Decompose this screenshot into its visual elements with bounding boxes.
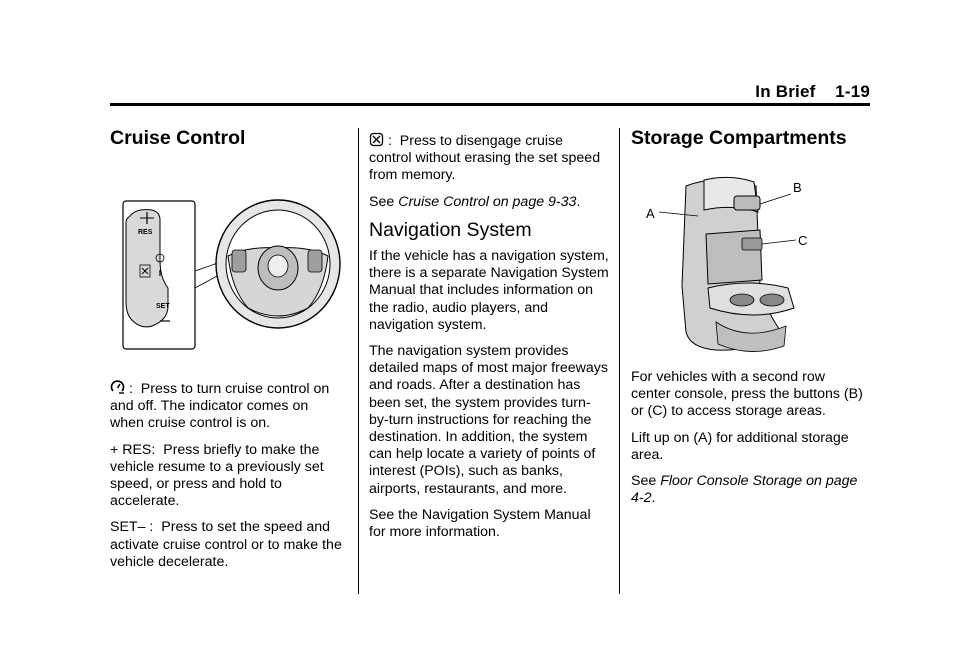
cruise-see-ref	[369, 194, 609, 211]
cruise-control-heading: Cruise Control	[110, 127, 246, 149]
cruise-control-link[interactable]: Cruise Control on page 9-33	[398, 193, 577, 210]
storage-see-prefix: See	[631, 473, 657, 490]
navigation-body	[369, 248, 609, 550]
column-divider-2	[619, 128, 620, 594]
page-header	[110, 78, 870, 104]
cancel-cruise-icon	[369, 132, 384, 147]
storage-heading: Storage Compartments	[631, 127, 847, 149]
cruise-on-off-item	[110, 380, 346, 433]
column-divider-1	[358, 128, 359, 594]
cruise-items	[110, 380, 346, 580]
console-figure	[646, 172, 818, 356]
storage-see-ref	[631, 473, 867, 507]
section-name: In Brief	[755, 82, 816, 101]
res-term: + RES:	[110, 441, 156, 458]
nav-paragraph-1: If the vehicle has a navigation system, there is a separate Navigation System Manual that includes information on the radio, audio players, and navigation system.	[369, 248, 609, 333]
nav-paragraph-3: See the Navigation System Manual for more information.	[369, 506, 591, 541]
storage-body	[631, 369, 867, 516]
res-desc: Press briefly to make the vehicle resume to a previously set speed, or press and hold to accelerate.	[110, 441, 324, 510]
nav-paragraph-2: The navigation system provides detailed maps of most major freeways and roads. After a destination has been set, the system provides turn-by-turn instructions for reaching the destination. In addition, the system can help locate a variety of points of interest (POIs), such as banks, airports, restaurants, and more.	[369, 343, 608, 497]
navigation-heading: Navigation System	[369, 219, 532, 241]
set-label: SET	[156, 303, 170, 310]
header-title	[755, 82, 870, 102]
set-term: SET– :	[110, 519, 154, 536]
storage-paragraph-1: For vehicles with a second row center console, press the buttons (B) or (C) to access storage areas.	[631, 369, 863, 420]
see-suffix: .	[576, 193, 581, 210]
cruise-control-figure	[120, 176, 344, 352]
cruise-on-off-desc: Press to turn cruise control on and off. The indicator comes on when cruise control is on.	[110, 381, 330, 432]
cancel-block	[369, 132, 609, 220]
cruise-on-off-term: :	[128, 381, 133, 397]
cruise-on-off-icon	[110, 380, 125, 395]
label-b: B	[793, 180, 802, 195]
cancel-term: :	[387, 133, 392, 149]
floor-console-link[interactable]: Floor Console Storage on page 4-2	[631, 473, 858, 507]
page-number: 1-19	[835, 82, 870, 101]
res-item	[110, 442, 346, 511]
res-label: RES	[138, 229, 153, 236]
cancel-item	[369, 132, 609, 185]
set-item	[110, 519, 346, 571]
label-a: A	[646, 206, 655, 221]
label-c: C	[798, 233, 808, 248]
set-desc: Press to set the speed and activate cruise control or to make the vehicle decelerate.	[110, 519, 342, 570]
see-prefix: See	[369, 193, 395, 210]
header-rule	[110, 103, 870, 106]
cancel-desc: Press to disengage cruise control without erasing the set speed from memory.	[369, 133, 601, 184]
storage-see-suffix: .	[651, 490, 656, 507]
storage-paragraph-2: Lift up on (A) for additional storage area.	[631, 429, 849, 463]
